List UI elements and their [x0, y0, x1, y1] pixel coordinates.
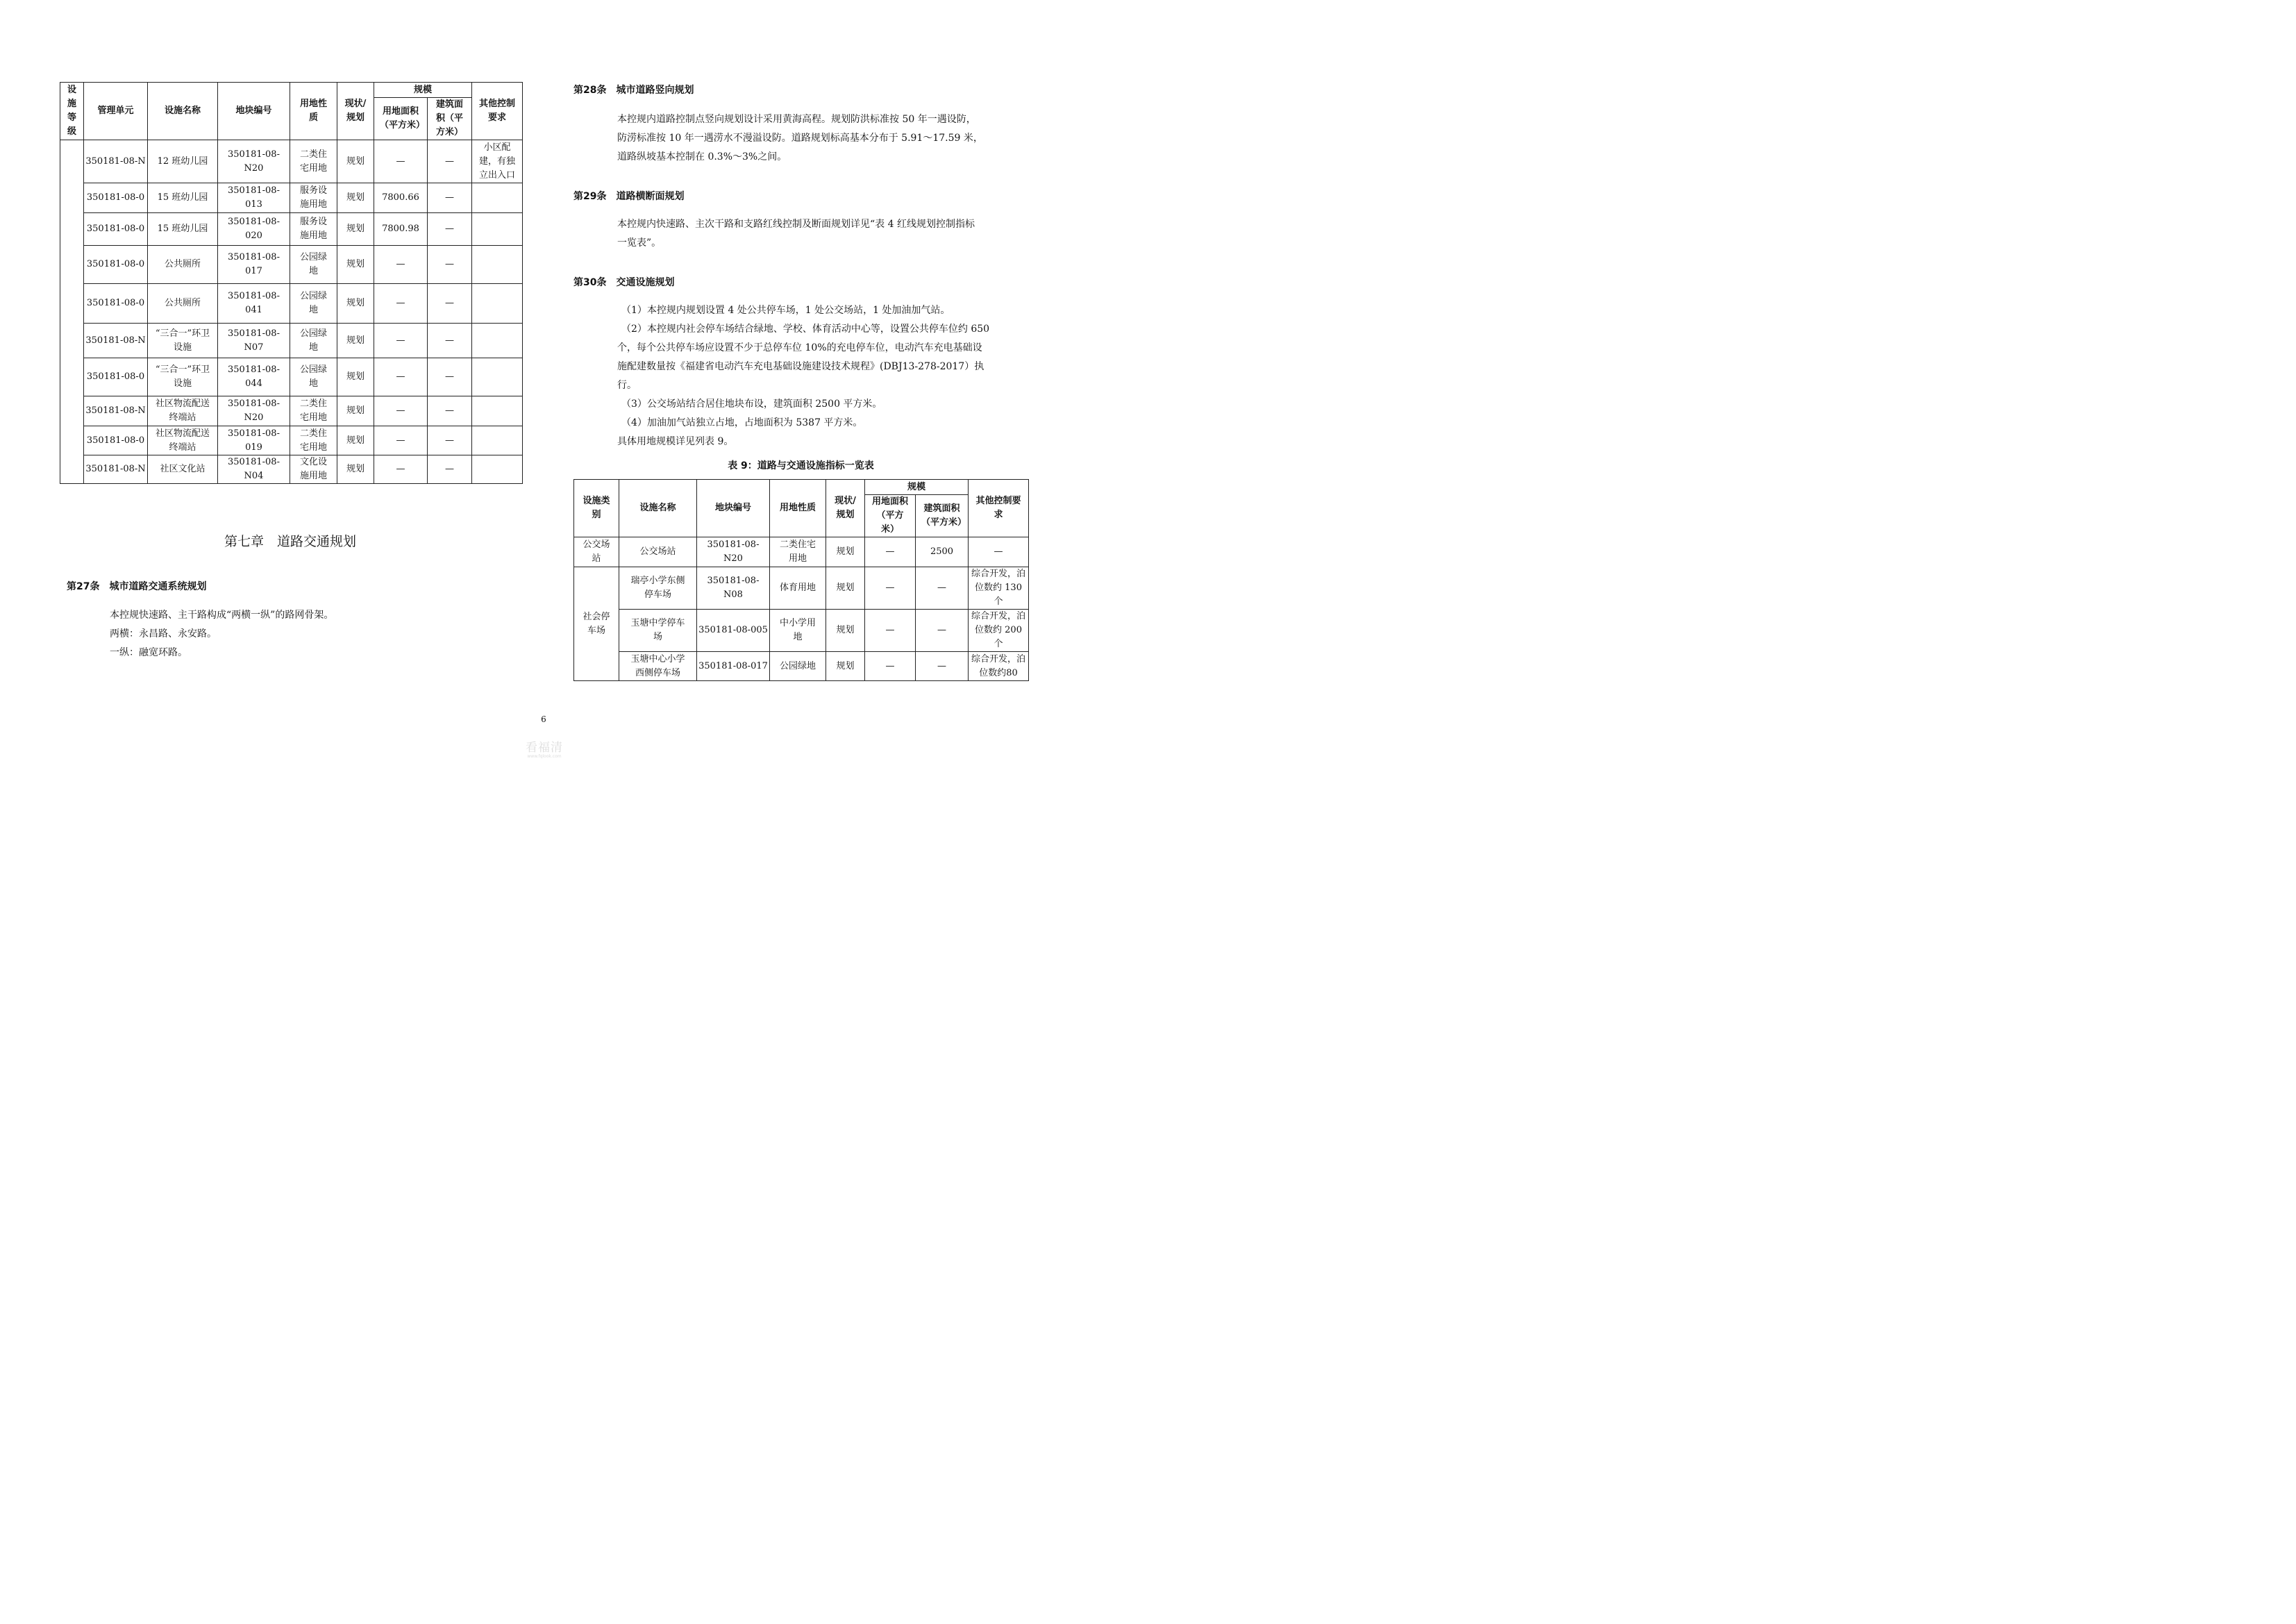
- paragraph-line: 一览表”。: [617, 237, 662, 249]
- land-area-cell: —: [374, 324, 428, 358]
- paragraph-line: 施配建数量按《福建省电动汽车充电基础设施建设技术规程》(DBJ13-278-2017）执: [617, 361, 984, 372]
- category-cell: 社会停车场: [574, 567, 619, 681]
- table-9-body: [574, 537, 1029, 681]
- land-area-cell: —: [865, 537, 916, 567]
- facility-name-cell: 15 班幼儿园: [148, 183, 218, 213]
- other-requirement-cell: [472, 246, 523, 284]
- floor-area-cell: —: [428, 183, 472, 213]
- floor-area-cell: —: [428, 324, 472, 358]
- status-cell: 规划: [337, 246, 374, 284]
- parcel-id-cell: 350181-08-N20: [218, 140, 290, 183]
- parcel-id-cell: 350181-08-005: [697, 610, 770, 652]
- facility-name-cell: “三合一”环卫设施: [148, 324, 218, 358]
- landuse-cell: 服务设施用地: [290, 213, 337, 246]
- header-facility: 设施名称: [148, 83, 218, 140]
- status-cell: 规划: [826, 537, 865, 567]
- land-area-cell: —: [374, 140, 428, 183]
- land-area-cell: —: [374, 426, 428, 455]
- unit-cell: 350181-08-0: [84, 284, 148, 324]
- landuse-cell: 公园绿地: [290, 246, 337, 284]
- paragraph-line: 本控规内快速路、主次干路和支路红线控制及断面规划详见“表 4 红线规划控制指标: [617, 219, 975, 230]
- status-cell: 规划: [337, 284, 374, 324]
- paragraph-line: 本控规内道路控制点竖向规划设计采用黄海高程。规划防洪标准按 50 年一遇设防，: [617, 114, 976, 125]
- paragraph-line: 行。: [617, 380, 637, 391]
- landuse-cell: 公园绿地: [290, 324, 337, 358]
- article-28-title: 第28条 城市道路竖向规划: [573, 85, 694, 96]
- floor-area-cell: —: [428, 213, 472, 246]
- land-area-cell: —: [374, 284, 428, 324]
- status-cell: 规划: [337, 396, 374, 426]
- landuse-cell: 二类住宅用地: [290, 396, 337, 426]
- table-row: [60, 183, 523, 213]
- parcel-id-cell: 350181-08-N07: [218, 324, 290, 358]
- floor-area-cell: —: [428, 246, 472, 284]
- facility-name-cell: 瑞亭小学东侧停车场: [619, 567, 697, 610]
- other-requirement-cell: [472, 183, 523, 213]
- article-27-body: [110, 606, 333, 662]
- floor-area-cell: —: [428, 426, 472, 455]
- parcel-id-cell: 350181-08-N20: [218, 396, 290, 426]
- paragraph-line: 一纵：融宽环路。: [110, 647, 187, 658]
- other-requirement-cell: [472, 324, 523, 358]
- land-area-cell: 7800.98: [374, 213, 428, 246]
- landuse-cell: 体育用地: [770, 567, 826, 610]
- floor-area-cell: —: [916, 652, 969, 681]
- header-other: 其他控制要求: [472, 83, 523, 140]
- landuse-cell: 中小学用地: [770, 610, 826, 652]
- article-29-body: [617, 215, 1027, 253]
- floor-area-cell: 2500: [916, 537, 969, 567]
- table-row: [60, 426, 523, 455]
- status-cell: 规划: [337, 324, 374, 358]
- table-row: [574, 537, 1029, 567]
- article-28-body: [617, 110, 1027, 167]
- land-area-cell: 7800.66: [374, 183, 428, 213]
- facility-name-cell: 社区文化站: [148, 455, 218, 484]
- parcel-id-cell: 350181-08-N20: [697, 537, 770, 567]
- article-30-body: [617, 301, 1030, 451]
- table-row: [60, 324, 523, 358]
- paragraph-line: 两横：永昌路、永安路。: [110, 628, 217, 639]
- other-requirement-cell: 综合开发，泊位数约80: [969, 652, 1029, 681]
- facility-name-cell: “三合一”环卫设施: [148, 358, 218, 396]
- paragraph-line: （1）本控规内规划设置 4 处公共停车场，1 处公交场站，1 处加油加气站。: [621, 305, 950, 316]
- unit-cell: 350181-08-N: [84, 455, 148, 484]
- floor-area-cell: —: [916, 610, 969, 652]
- table-row: [60, 455, 523, 484]
- other-requirement-cell: [472, 396, 523, 426]
- status-cell: 规划: [337, 183, 374, 213]
- land-area-cell: —: [374, 455, 428, 484]
- landuse-cell: 服务设施用地: [290, 183, 337, 213]
- landuse-cell: 公园绿地: [770, 652, 826, 681]
- unit-cell: 350181-08-0: [84, 246, 148, 284]
- land-area-cell: —: [374, 358, 428, 396]
- unit-cell: 350181-08-0: [84, 426, 148, 455]
- table-row: [574, 652, 1029, 681]
- table-row: [574, 610, 1029, 652]
- t9-header-category: 设施类别: [574, 480, 619, 537]
- status-cell: 规划: [826, 652, 865, 681]
- parcel-id-cell: 350181-08-017: [697, 652, 770, 681]
- other-requirement-cell: —: [969, 537, 1029, 567]
- paragraph-line: （3）公交场站结合居住地块布设，建筑面积 2500 平方米。: [621, 399, 882, 410]
- other-requirement-cell: [472, 213, 523, 246]
- chapter-title: 第七章 道路交通规划: [224, 534, 356, 549]
- parcel-id-cell: 350181-08-044: [218, 358, 290, 396]
- category-cell: 公交场站: [574, 537, 619, 567]
- article-29-title: 第29条 道路横断面规划: [573, 191, 685, 202]
- watermark-logo: [519, 742, 569, 759]
- level-cell: [60, 140, 84, 484]
- paragraph-line: （2）本控规内社会停车场结合绿地、学校、体育活动中心等，设置公共停车位约 650: [621, 324, 990, 335]
- landuse-cell: 公园绿地: [290, 358, 337, 396]
- table-row: [60, 246, 523, 284]
- facility-name-cell: 玉塘中学停车场: [619, 610, 697, 652]
- t9-header-facility: 设施名称: [619, 480, 697, 537]
- floor-area-cell: —: [428, 455, 472, 484]
- parcel-id-cell: 350181-08-019: [218, 426, 290, 455]
- facility-name-cell: 公共厕所: [148, 246, 218, 284]
- unit-cell: 350181-08-0: [84, 358, 148, 396]
- landuse-cell: 公园绿地: [290, 284, 337, 324]
- unit-cell: 350181-08-0: [84, 213, 148, 246]
- left-table-body: [60, 140, 523, 484]
- status-cell: 规划: [826, 610, 865, 652]
- header-scale: 规模: [374, 83, 472, 98]
- t9-header-status: 现状/规划: [826, 480, 865, 537]
- header-level: 设施等级: [60, 83, 84, 140]
- paragraph-line: 道路纵坡基本控制在 0.3%～3%之间。: [617, 151, 787, 162]
- header-unit: 管理单元: [84, 83, 148, 140]
- status-cell: 规划: [826, 567, 865, 610]
- facility-name-cell: 公交场站: [619, 537, 697, 567]
- t9-header-floor-area: 建筑面积（平方米）: [916, 495, 969, 537]
- landuse-cell: 二类住宅用地: [290, 140, 337, 183]
- left-facility-table: [60, 82, 523, 484]
- status-cell: 规划: [337, 426, 374, 455]
- t9-header-scale: 规模: [865, 480, 969, 495]
- parcel-id-cell: 350181-08-020: [218, 213, 290, 246]
- other-requirement-cell: 综合开发，泊位数约 130 个: [969, 567, 1029, 610]
- t9-header-other: 其他控制要求: [969, 480, 1029, 537]
- paragraph-line: （4）加油加气站独立占地，占地面积为 5387 平方米。: [621, 417, 863, 428]
- parcel-id-cell: 350181-08-N04: [218, 455, 290, 484]
- landuse-cell: 二类住宅用地: [290, 426, 337, 455]
- paragraph-line: 本控规快速路、主干路构成“两横一纵”的路网骨架。: [110, 610, 334, 621]
- land-area-cell: —: [865, 652, 916, 681]
- facility-name-cell: 12 班幼儿园: [148, 140, 218, 183]
- floor-area-cell: —: [428, 284, 472, 324]
- paragraph-line: 防涝标准按 10 年一遇涝水不漫溢设防。道路规划标高基本分布于 5.91～17.59 米，: [617, 133, 983, 144]
- unit-cell: 350181-08-N: [84, 396, 148, 426]
- other-requirement-cell: [472, 358, 523, 396]
- unit-cell: 350181-08-0: [84, 183, 148, 213]
- header-landuse: 用地性质: [290, 83, 337, 140]
- parcel-id-cell: 350181-08-041: [218, 284, 290, 324]
- t9-header-landuse: 用地性质: [770, 480, 826, 537]
- page-number: 6: [541, 714, 546, 724]
- status-cell: 规划: [337, 358, 374, 396]
- floor-area-cell: —: [428, 396, 472, 426]
- header-parcel: 地块编号: [218, 83, 290, 140]
- facility-name-cell: 社区物流配送终端站: [148, 426, 218, 455]
- status-cell: 规划: [337, 140, 374, 183]
- article-30-title: 第30条 交通设施规划: [573, 277, 675, 288]
- table-9-caption: 表 9：道路与交通设施指标一览表: [728, 460, 874, 471]
- paragraph-line: 个，每个公共停车场应设置不少于总停车位 10%的充电停车位，电动汽车充电基础设: [617, 342, 982, 353]
- header-status: 现状/规划: [337, 83, 374, 140]
- landuse-cell: 文化设施用地: [290, 455, 337, 484]
- other-requirement-cell: 综合开发，泊位数约 200 个: [969, 610, 1029, 652]
- floor-area-cell: —: [428, 358, 472, 396]
- table-row: [60, 284, 523, 324]
- t9-header-parcel: 地块编号: [697, 480, 770, 537]
- facility-name-cell: 公共厕所: [148, 284, 218, 324]
- parcel-id-cell: 350181-08-013: [218, 183, 290, 213]
- parcel-id-cell: 350181-08-N08: [697, 567, 770, 610]
- land-area-cell: —: [374, 246, 428, 284]
- paragraph-line: 具体用地规模详见列表 9。: [617, 436, 734, 447]
- other-requirement-cell: [472, 455, 523, 484]
- table-row: [60, 140, 523, 183]
- unit-cell: 350181-08-N: [84, 324, 148, 358]
- land-area-cell: —: [865, 610, 916, 652]
- other-requirement-cell: 小区配建，有独立出入口: [472, 140, 523, 183]
- table-row: [60, 396, 523, 426]
- floor-area-cell: —: [916, 567, 969, 610]
- facility-name-cell: 15 班幼儿园: [148, 213, 218, 246]
- floor-area-cell: —: [428, 140, 472, 183]
- unit-cell: 350181-08-N: [84, 140, 148, 183]
- traffic-facility-table: [573, 479, 1029, 681]
- table-row: [60, 358, 523, 396]
- land-area-cell: —: [374, 396, 428, 426]
- table-row: [60, 213, 523, 246]
- status-cell: 规划: [337, 213, 374, 246]
- landuse-cell: 二类住宅用地: [770, 537, 826, 567]
- other-requirement-cell: [472, 426, 523, 455]
- watermark-url: www.fqlook.com: [527, 754, 562, 759]
- parcel-id-cell: 350181-08-017: [218, 246, 290, 284]
- article-27-title: 第27条 城市道路交通系统规划: [67, 581, 207, 592]
- table-row: [574, 567, 1029, 610]
- watermark-text: 看福清: [526, 741, 563, 755]
- status-cell: 规划: [337, 455, 374, 484]
- header-floor-area: 建筑面积（平方米）: [428, 98, 472, 140]
- facility-name-cell: 玉塘中心小学西侧停车场: [619, 652, 697, 681]
- other-requirement-cell: [472, 284, 523, 324]
- facility-name-cell: 社区物流配送终端站: [148, 396, 218, 426]
- header-land-area: 用地面积（平方米）: [374, 98, 428, 140]
- land-area-cell: —: [865, 567, 916, 610]
- t9-header-land-area: 用地面积（平方米）: [865, 495, 916, 537]
